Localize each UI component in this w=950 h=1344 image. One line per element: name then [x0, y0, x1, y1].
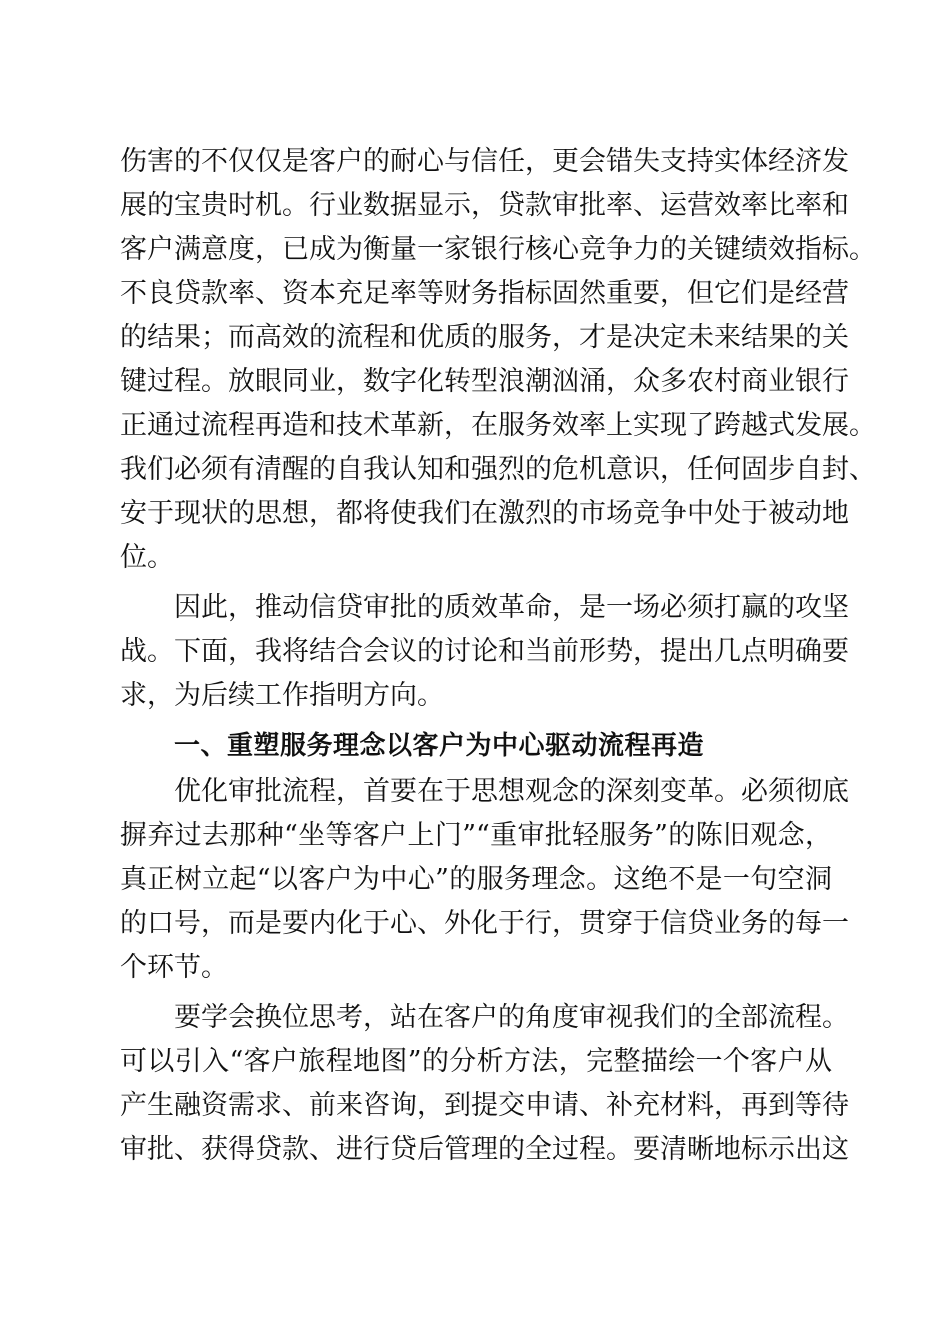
text-line: 客户满意度，已成为衡量一家银行核心竞争力的关键绩效指标。 — [120, 234, 876, 265]
text-line: 个环节。 — [120, 952, 228, 983]
text-line: 优化审批流程，首要在于思想观念的深刻变革。必须彻底 — [174, 776, 849, 807]
text-line: 的结果；而高效的流程和优质的服务，才是决定未来结果的关 — [120, 322, 849, 353]
text-line: 我们必须有清醒的自我认知和强烈的危机意识，任何固步自封、 — [120, 454, 876, 485]
text-line: 战。下面，我将结合会议的讨论和当前形势，提出几点明确要 — [120, 636, 849, 667]
text-line: 位。 — [120, 542, 174, 573]
text-line: 正通过流程再造和技术革新，在服务效率上实现了跨越式发展。 — [120, 410, 876, 441]
text-line: 伤害的不仅仅是客户的耐心与信任，更会错失支持实体经济发 — [120, 146, 849, 177]
text-line: 不良贷款率、资本充足率等财务指标固然重要，但它们是经营 — [120, 278, 849, 309]
text-line: 要学会换位思考，站在客户的角度审视我们的全部流程。 — [174, 1002, 849, 1033]
section-heading: 一、重塑服务理念以客户为中心驱动流程再造 — [174, 731, 705, 761]
text-line: 求，为后续工作指明方向。 — [120, 680, 444, 711]
text-line: 真正树立起“以客户为中心”的服务理念。这绝不是一句空洞 — [120, 864, 832, 895]
text-line: 键过程。放眼同业，数字化转型浪潮汹涌，众多农村商业银行 — [120, 366, 849, 397]
text-line: 展的宝贵时机。行业数据显示，贷款审批率、运营效率比率和 — [120, 190, 849, 221]
text-line: 的口号，而是要内化于心、外化于行，贯穿于信贷业务的每一 — [120, 908, 849, 939]
text-line: 因此，推动信贷审批的质效革命，是一场必须打赢的攻坚 — [174, 592, 849, 623]
text-line: 摒弃过去那种“坐等客户上门”“重审批轻服务”的陈旧观念， — [120, 820, 832, 851]
text-line: 可以引入“客户旅程地图”的分析方法，完整描绘一个客户从 — [120, 1046, 832, 1077]
text-line: 产生融资需求、前来咨询，到提交申请、补充材料，再到等待 — [120, 1090, 849, 1121]
text-line: 安于现状的思想，都将使我们在激烈的市场竞争中处于被动地 — [120, 498, 849, 529]
text-line: 审批、获得贷款、进行贷后管理的全过程。要清晰地标示出这 — [120, 1134, 849, 1165]
